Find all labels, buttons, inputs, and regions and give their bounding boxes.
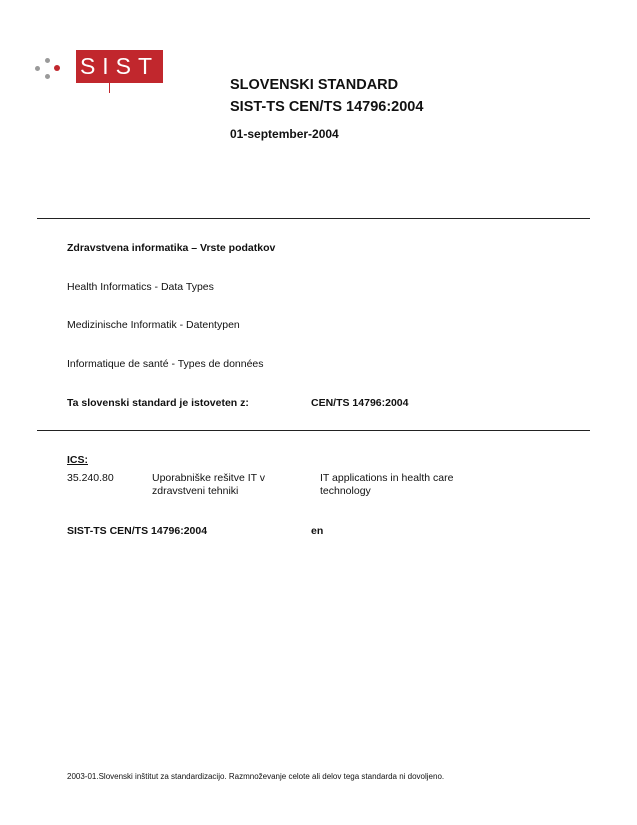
standard-type: SLOVENSKI STANDARD (230, 77, 399, 93)
title-french: Informatique de santé - Types de données (67, 358, 264, 370)
identical-value: CEN/TS 14796:2004 (311, 397, 409, 409)
sist-logo (33, 44, 168, 94)
ics-english-line2: technology (320, 485, 371, 497)
logo-dot-red (54, 65, 60, 71)
title-german: Medizinische Informatik - Datentypen (67, 319, 240, 331)
standard-number: SIST-TS CEN/TS 14796:2004 (230, 99, 424, 115)
copyright-footer: 2003-01.Slovenski inštitut za standardizacijo. Razmnoževanje celote ali delov tega standarda ni dovoljeno. (67, 772, 445, 781)
publication-date: 01-september-2004 (230, 127, 339, 141)
logo-wordmark: SIST (76, 50, 163, 83)
ics-heading: ICS: (67, 454, 88, 466)
ics-code: 35.240.80 (67, 472, 114, 484)
ics-english-line1: IT applications in health care (320, 472, 454, 484)
ics-slovenian-line2: zdravstveni tehniki (152, 485, 239, 497)
logo-dot (35, 66, 40, 71)
logo-dot (45, 74, 50, 79)
logo-tick (109, 82, 110, 93)
identical-label: Ta slovenski standard je istoveten z: (67, 397, 249, 409)
divider-top (37, 218, 590, 219)
designation-language: en (311, 525, 324, 537)
title-slovenian: Zdravstvena informatika – Vrste podatkov (67, 242, 276, 254)
designation-code: SIST-TS CEN/TS 14796:2004 (67, 525, 208, 537)
ics-slovenian-line1: Uporabniške rešitve IT v (152, 472, 266, 484)
logo-dot (45, 58, 50, 63)
divider-bottom (37, 430, 590, 431)
title-english: Health Informatics - Data Types (67, 281, 214, 293)
